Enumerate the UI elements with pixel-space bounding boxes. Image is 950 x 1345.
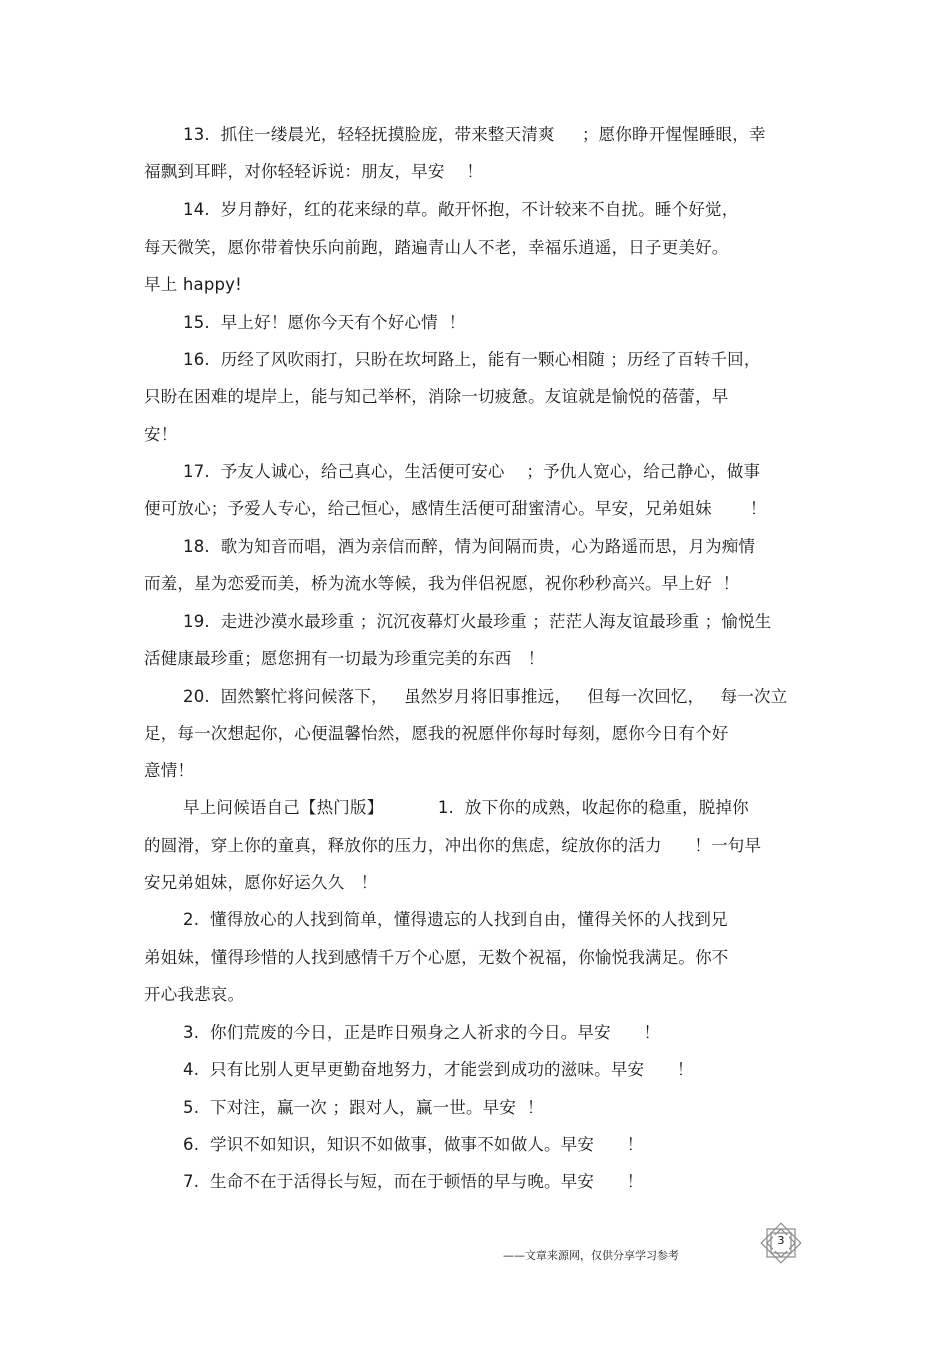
text-line: 19. 走进沙漠水最珍重 ；沉沉夜幕灯火最珍重 ；茫茫人海友谊最珍重 ；愉悦生 [183,612,772,631]
text-line: 弟姐妹，懂得珍惜的人找到感情千万个心愿，无数个祝福，你愉悦我满足。你不 [144,948,729,967]
text-line: 早上问候语自己【热门版】 1. 放下你的成熟，收起你的稳重，脱掉你 [183,798,749,817]
text-line: 开心我悲哀。 [144,985,245,1004]
page-number-badge [758,1220,804,1266]
text-line: 2. 懂得放心的人找到简单，懂得遗忘的人找到自由，懂得关怀的人找到兄 [183,910,728,929]
text-line: 4. 只有比别人更早更勤奋地努力，才能尝到成功的滋味。早安 ！ [183,1060,694,1079]
text-line: 足，每一次想起你，心便温馨怡然，愿我的祝愿伴你每时每刻，愿你今日有个好 [144,724,729,743]
text-line: 活健康最珍重；愿您拥有一切最为珍重完美的东西 ！ [144,649,545,668]
text-line: 便可放心；予爱人专心，给己恒心，感情生活便可甜蜜清心。早安，兄弟姐妹 ！ [144,499,767,518]
text-line: 安兄弟姐妹，愿你好运久久 ！ [144,873,378,892]
footer-note: ——文章来源网，仅供分享学习参考 [503,1249,679,1262]
text-line: 安！ [144,425,178,444]
text-line: 早上 happy! [144,275,242,294]
text-line: 意情！ [144,761,195,780]
text-line: 福飘到耳畔，对你轻轻诉说：朋友，早安 ！ [144,162,484,181]
text-line: 20. 固然繁忙将问候落下， 虽然岁月将旧事推远， 但每一次回忆， 每一次立 [183,687,788,706]
page-number: 3 [777,1234,785,1247]
text-line: 17. 予友人诚心，给己真心，生活便可安心 ；予仇人宽心，给己静心，做事 [183,462,761,481]
text-line: 的圆滑，穿上你的童真，释放你的压力，冲出你的焦虑，绽放你的活力 ！一句早 [144,836,762,855]
text-line: 只盼在困难的堤岸上，能与知己举杯，消除一切疲惫。友谊就是愉悦的蓓蕾，早 [144,387,729,406]
text-line: 而羞，星为恋爱而美，桥为流水等候，我为伴侣祝愿，祝你秒秒高兴。早上好 ！ [144,574,740,593]
text-line: 14. 岁月静好，红的花来绿的草。敞开怀抱，不计较来不自扰。睡个好觉， [183,200,739,219]
text-line: 13. 抓住一缕晨光，轻轻抚摸脸庞，带来整天清爽 ；愿你睁开惺惺睡眼，幸 [183,125,766,144]
text-line: 6. 学识不如知识，知识不如做事，做事不如做人。早安 ！ [183,1135,644,1154]
text-line: 5. 下对注，赢一次 ；跟对人，赢一世。早安 ！ [183,1098,544,1117]
text-line: 18. 歌为知音而唱，酒为亲信而醉，情为间隔而贵，心为路遥而思，月为痴情 [183,537,756,556]
text-line: 15. 早上好！愿你今天有个好心情 ！ [183,313,466,332]
text-line: 每天微笑，愿你带着快乐向前跑，踏遍青山人不老，幸福乐逍遥，日子更美好。 [144,238,729,257]
text-line: 3. 你们荒废的今日，正是昨日殒身之人祈求的今日。早安 ！ [183,1023,661,1042]
text-line: 16. 历经了风吹雨打，只盼在坎坷路上，能有一颗心相随 ；历经了百转千回， [183,350,761,369]
text-line: 7. 生命不在于活得长与短，而在于顿悟的早与晚。早安 ！ [183,1172,644,1191]
